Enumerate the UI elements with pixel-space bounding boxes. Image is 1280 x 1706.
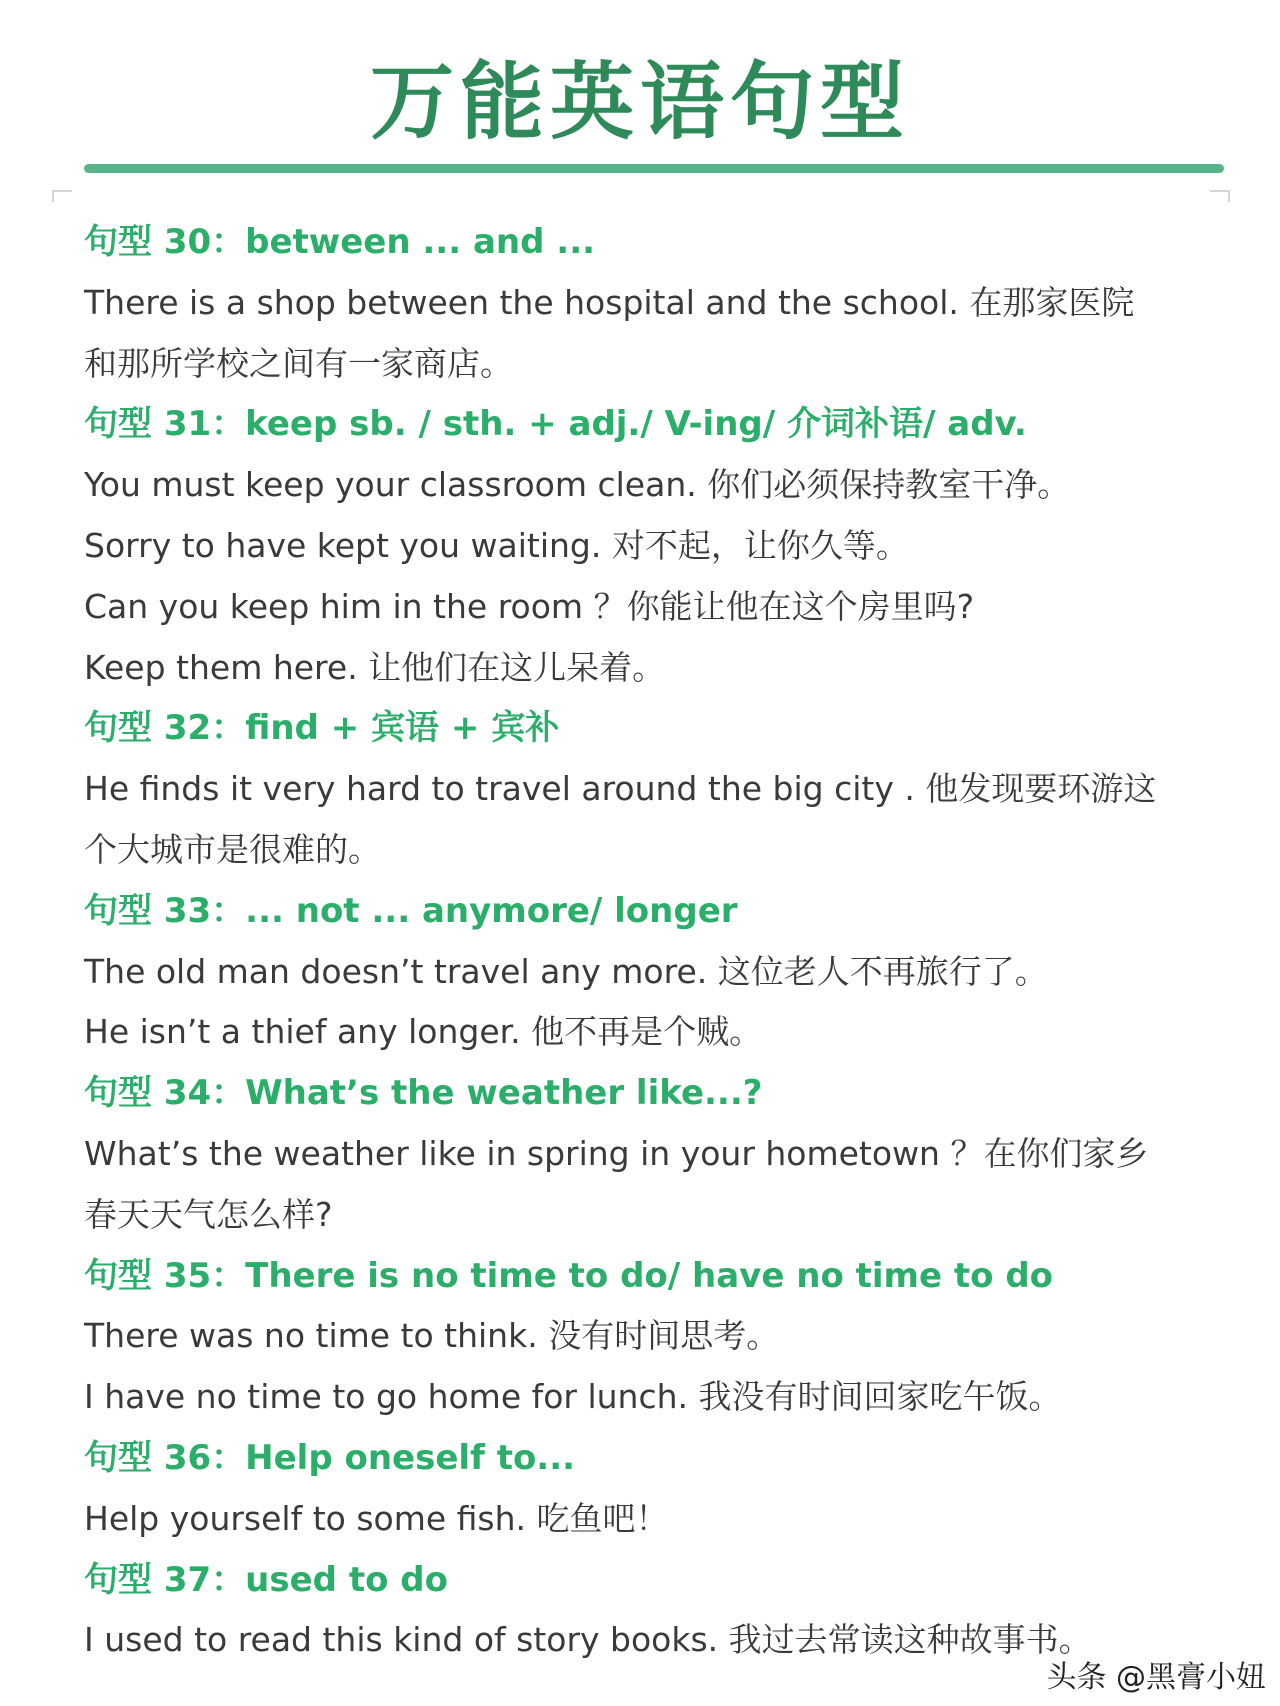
example-sentence: 个大城市是很难的。 (84, 829, 381, 869)
example-sentence: Can you keep him in the room ？你能让他在这个房里吗? (84, 586, 975, 626)
example-sentence: He finds it very hard to travel around the big city . 他发现要环游这 (84, 769, 1157, 809)
title-divider (84, 164, 1224, 173)
pattern-heading: 句型 33：... not ... anymore/ longer (84, 890, 738, 931)
example-sentence: Sorry to have kept you waiting. 对不起，让你久等。 (84, 525, 909, 565)
page-title: 万能英语句型 (369, 53, 910, 151)
sentence-pattern-list (84, 212, 1234, 1671)
example-sentence: There is a shop between the hospital and the school. 在那家医院 (84, 282, 1135, 322)
example-sentence: Help yourself to some fish. 吃鱼吧！ (84, 1498, 669, 1538)
example-sentence: There was no time to think. 没有时间思考。 (84, 1316, 780, 1356)
pattern-heading: 句型 37：used to do (84, 1559, 448, 1600)
example-sentence: Keep them here. 让他们在这儿呆着。 (84, 647, 666, 687)
example-sentence: I have no time to go home for lunch. 我没有时间回家吃午饭。 (84, 1377, 1062, 1417)
pattern-heading: 句型 36：Help oneself to... (84, 1437, 576, 1478)
example-sentence: 和那所学校之间有一家商店。 (84, 343, 513, 383)
example-sentence: 春天天气怎么样? (84, 1194, 333, 1234)
example-sentence: You must keep your classroom clean. 你们必须保持教室干净。 (84, 465, 1071, 505)
pattern-heading: 句型 35：There is no time to do/ have no time to do (84, 1255, 1054, 1296)
example-sentence: The old man doesn’t travel any more. 这位老人不再旅行了。 (84, 951, 1048, 991)
pattern-heading: 句型 32：find + 宾语 + 宾补 (84, 708, 560, 749)
watermark: 头条 @黑膏小妞 (1046, 1660, 1266, 1695)
corner-mark-left (52, 190, 72, 202)
example-sentence: I used to read this kind of story books. 我过去常读这种故事书。 (84, 1620, 1092, 1660)
corner-mark-right (1210, 190, 1230, 202)
pattern-heading: 句型 30：between ... and ... (84, 222, 596, 262)
pattern-heading: 句型 31：keep sb. / sth. + adj./ V-ing/ 介词补语/ adv. (84, 404, 1027, 445)
pattern-heading: 句型 34：What’s the weather like...? (84, 1073, 763, 1114)
example-sentence: He isn’t a thief any longer. 他不再是个贼。 (84, 1012, 763, 1052)
example-sentence: What’s the weather like in spring in your hometown ？在你们家乡 (84, 1133, 1149, 1173)
